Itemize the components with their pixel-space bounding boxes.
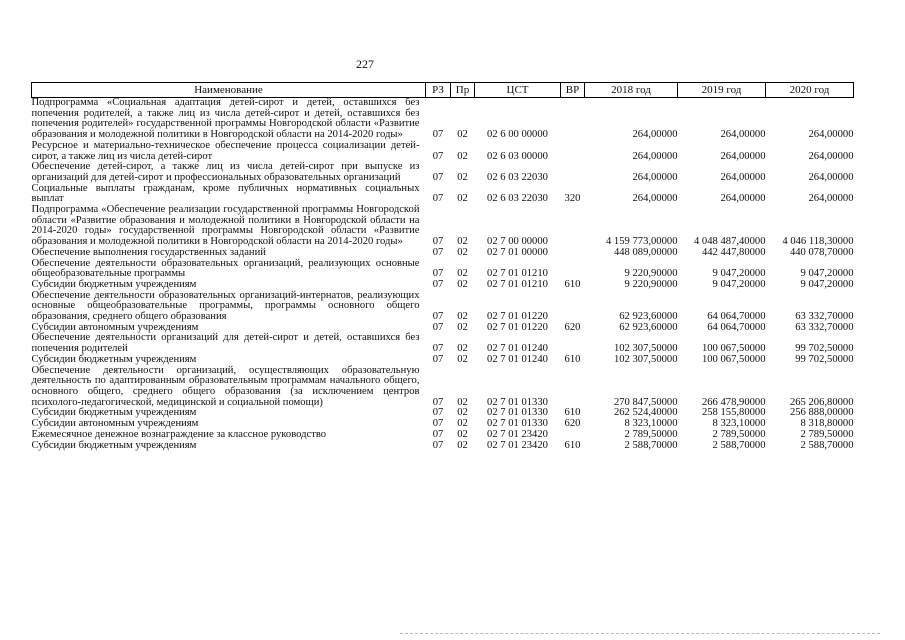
cell-y2019: 442 447,80000 [701, 246, 766, 258]
cell-name: Подпрограмма «Обеспечение реализации государственной программы Новгородской области «Развитие образования и молодежной политики в Новгородской области на 2014-2020 годы» государственной программы Новгородской области «Развитие образования и молодежной политики в Новгородской области на 2014-2020 годы» [31, 204, 420, 248]
cell-vr: 610 [564, 353, 581, 365]
cell-y2019: 64 064,70000 [707, 321, 766, 333]
cell-pr: 02 [457, 321, 468, 333]
cell-vr: 620 [564, 418, 581, 430]
cell-cst: 02 7 00 00000 [487, 236, 548, 248]
cell-cst: 02 6 00 00000 [487, 129, 548, 141]
table-row [32, 333, 854, 354]
cell-pr: 02 [457, 439, 468, 451]
cell-y2018: 264,00000 [632, 171, 678, 183]
cell-cst: 02 7 01 01330 [487, 396, 548, 408]
table-row [32, 430, 854, 441]
cell-y2020: 9 047,20000 [800, 268, 854, 280]
table-row [32, 355, 854, 366]
cell-pr: 02 [457, 150, 468, 162]
cell-y2018: 2 588,70000 [624, 439, 678, 451]
cell-cst: 02 6 03 22030 [487, 193, 548, 205]
cell-vr: 320 [564, 193, 581, 205]
cell-pr: 02 [457, 129, 468, 141]
cell-y2020: 264,00000 [808, 171, 854, 183]
cell-name: Ресурсное и материально-техническое обеспечение процесса социализации детей-сирот, а также лиц из числа детей-сирот [31, 139, 420, 162]
cell-y2020: 4 046 118,30000 [782, 236, 854, 248]
cell-y2019: 100 067,50000 [701, 343, 766, 355]
cell-pr: 02 [457, 193, 468, 205]
cell-pr: 02 [457, 171, 468, 183]
table-row [32, 184, 854, 205]
cell-y2018: 102 307,50000 [613, 343, 678, 355]
cell-y2019: 264,00000 [720, 150, 766, 162]
cell-vr [561, 141, 585, 162]
cell-rz: 07 [432, 418, 444, 430]
cell-rz: 07 [432, 407, 444, 419]
cell-name: Ежемесячное денежное вознаграждение за классное руководство [31, 428, 327, 440]
cell-rz: 07 [432, 268, 444, 280]
cell-y2020: 9 047,20000 [800, 278, 854, 290]
table-row [32, 141, 854, 162]
cell-y2019: 266 478,90000 [701, 396, 766, 408]
cell-rz: 07 [432, 428, 444, 440]
cell-y2018: 448 089,00000 [613, 246, 678, 258]
cell-cst: 02 7 01 00000 [487, 246, 548, 258]
cell-rz: 07 [432, 150, 444, 162]
cell-name: Субсидии автономным учреждениям [31, 321, 199, 333]
cell-cst: 02 7 01 01330 [487, 407, 548, 419]
cell-vr [561, 98, 585, 141]
cell-vr [561, 259, 585, 280]
cell-y2019: 9 047,20000 [712, 268, 766, 280]
cell-name: Подпрограмма «Социальная адаптация детей-сирот и детей, оставшихся без попечения родителей, а также лиц из числа детей-сирот и детей, оставшихся без попечения родителей» государственной программы Новгородской области «Развитие образования и молодежной политики в Новгородской области на 2014-2020 годы» [31, 97, 420, 141]
cell-y2020: 99 702,50000 [795, 353, 854, 365]
cell-pr: 02 [457, 246, 468, 258]
cell-name: Обеспечение выполнения государственных заданий [31, 246, 266, 258]
cell-cst: 02 7 01 01240 [487, 353, 548, 365]
cell-cst: 02 7 01 23420 [487, 428, 548, 440]
table-row [32, 259, 854, 280]
cell-pr: 02 [457, 407, 468, 419]
cell-y2018: 264,00000 [632, 129, 678, 141]
cell-y2018: 2 789,50000 [624, 428, 678, 440]
cell-rz: 07 [432, 193, 444, 205]
cell-cst: 02 7 01 01210 [487, 268, 548, 280]
header-2019: 2019 год [678, 83, 766, 98]
cell-vr [561, 205, 585, 248]
cell-name: Обеспечение деятельности организаций, осуществляющих образовательную деятельность по адаптированным образовательным программам начального общего, основного общего, среднего общего образования (за исключением центров психолого-педагогической, медицинской и социальной помощи) [31, 364, 420, 408]
cell-y2019: 2 789,50000 [712, 428, 766, 440]
cell-vr: 620 [564, 321, 581, 333]
cell-y2019: 2 588,70000 [712, 439, 766, 451]
header-vr: ВР [561, 83, 585, 98]
cell-rz: 07 [432, 343, 444, 355]
cell-cst: 02 7 01 01220 [487, 311, 548, 323]
cell-y2018: 264,00000 [632, 150, 678, 162]
cell-cst: 02 6 03 22030 [487, 171, 548, 183]
cell-name: Обеспечение деятельности образовательных организаций-интернатов, реализующих основные общеобразовательные программы, программы основного общего образования, среднего общего образования [31, 289, 420, 323]
cell-name: Субсидии бюджетным учреждениям [31, 407, 197, 419]
cell-y2020: 63 332,70000 [795, 311, 854, 323]
cell-y2018: 9 220,90000 [624, 278, 678, 290]
cell-y2018: 62 923,60000 [619, 311, 678, 323]
cell-pr: 02 [457, 278, 468, 290]
cell-y2018: 8 323,10000 [624, 418, 678, 430]
cell-y2019: 258 155,80000 [701, 407, 766, 419]
cell-rz: 07 [432, 353, 444, 365]
table-row [32, 98, 854, 141]
cell-pr: 02 [457, 236, 468, 248]
cell-y2020: 440 078,70000 [789, 246, 854, 258]
table-header-row [32, 83, 854, 98]
cell-pr: 02 [457, 268, 468, 280]
header-name: Наименование [32, 83, 426, 98]
cell-name: Социальные выплаты гражданам, кроме публичных нормативных социальных выплат [31, 182, 420, 205]
cell-name: Обеспечение деятельности образовательных организаций, реализующих основные общеобразовательные программы [31, 257, 420, 280]
header-2018: 2018 год [585, 83, 678, 98]
cell-rz: 07 [432, 129, 444, 141]
header-2020: 2020 год [766, 83, 854, 98]
cell-rz: 07 [432, 236, 444, 248]
cell-rz: 07 [432, 439, 444, 451]
cell-y2019: 9 047,20000 [712, 278, 766, 290]
cell-y2019: 4 048 487,40000 [693, 236, 766, 248]
cell-rz: 07 [432, 171, 444, 183]
cell-name: Обеспечение деятельности организаций для детей-сирот и детей, оставшихся без попечения родителей [31, 332, 420, 355]
cell-y2019: 8 323,10000 [712, 418, 766, 430]
table-row [32, 441, 854, 452]
cell-name: Субсидии бюджетным учреждениям [31, 439, 197, 451]
table-row [32, 248, 854, 259]
cell-name: Обеспечение детей-сирот, а также лиц из числа детей-сирот при выпуске из организаций для детей-сирот и профессиональных образовательных организаций [31, 161, 420, 183]
cell-y2018: 62 923,60000 [619, 321, 678, 333]
cell-y2020: 264,00000 [808, 193, 854, 205]
cell-y2020: 264,00000 [808, 150, 854, 162]
cell-name: Субсидии бюджетным учреждениям [31, 278, 197, 290]
cell-y2019: 264,00000 [720, 193, 766, 205]
page-number: 227 [356, 57, 374, 71]
cell-y2019: 64 064,70000 [707, 311, 766, 323]
table-row [32, 162, 854, 183]
cell-rz: 07 [432, 246, 444, 258]
table-row [32, 366, 854, 409]
scan-artifact-line [400, 633, 880, 636]
cell-vr [561, 162, 585, 183]
cell-y2020: 2 588,70000 [800, 439, 854, 451]
cell-name: Субсидии бюджетным учреждениям [31, 353, 197, 365]
cell-y2019: 264,00000 [720, 129, 766, 141]
cell-cst: 02 7 01 01240 [487, 343, 548, 355]
cell-vr [561, 366, 585, 409]
cell-vr [561, 430, 585, 441]
budget-table [31, 82, 854, 451]
cell-cst: 02 7 01 01210 [487, 278, 548, 290]
cell-y2020: 8 318,80000 [800, 418, 854, 430]
cell-vr [561, 291, 585, 323]
cell-y2020: 256 888,00000 [789, 407, 854, 419]
cell-y2019: 100 067,50000 [701, 353, 766, 365]
cell-y2020: 2 789,50000 [800, 428, 854, 440]
cell-y2018: 262 524,40000 [613, 407, 678, 419]
cell-cst: 02 7 01 01220 [487, 321, 548, 333]
cell-rz: 07 [432, 396, 444, 408]
cell-y2020: 63 332,70000 [795, 321, 854, 333]
cell-pr: 02 [457, 311, 468, 323]
cell-y2020: 265 206,80000 [789, 396, 854, 408]
cell-pr: 02 [457, 343, 468, 355]
cell-y2020: 99 702,50000 [795, 343, 854, 355]
cell-vr: 610 [564, 407, 581, 419]
cell-vr: 610 [564, 278, 581, 290]
cell-rz: 07 [432, 321, 444, 333]
table-row [32, 291, 854, 323]
cell-vr: 610 [564, 439, 581, 451]
cell-rz: 07 [432, 278, 444, 290]
cell-cst: 02 6 03 00000 [487, 150, 548, 162]
cell-name: Субсидии автономным учреждениям [31, 418, 199, 430]
cell-rz: 07 [432, 311, 444, 323]
cell-vr [561, 333, 585, 354]
cell-pr: 02 [457, 353, 468, 365]
cell-y2019: 264,00000 [720, 171, 766, 183]
cell-y2018: 9 220,90000 [624, 268, 678, 280]
cell-y2018: 270 847,50000 [613, 396, 678, 408]
header-cst: ЦСТ [475, 83, 561, 98]
cell-y2018: 264,00000 [632, 193, 678, 205]
cell-y2020: 264,00000 [808, 129, 854, 141]
cell-vr [561, 248, 585, 259]
header-pr: Пр [451, 83, 475, 98]
cell-pr: 02 [457, 428, 468, 440]
cell-cst: 02 7 01 23420 [487, 439, 548, 451]
header-rz: РЗ [426, 83, 451, 98]
cell-cst: 02 7 01 01330 [487, 418, 548, 430]
cell-y2018: 102 307,50000 [613, 353, 678, 365]
cell-pr: 02 [457, 418, 468, 430]
cell-pr: 02 [457, 396, 468, 408]
table-row [32, 205, 854, 248]
cell-y2018: 4 159 773,00000 [605, 236, 678, 248]
